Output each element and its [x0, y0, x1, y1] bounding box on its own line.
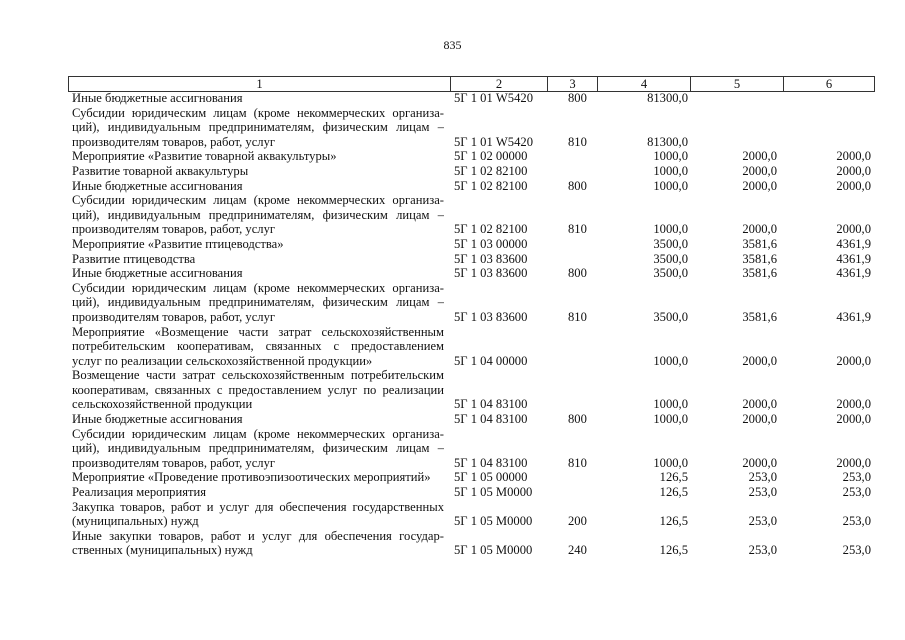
row-value-col6 [784, 135, 877, 150]
row-name [68, 252, 444, 267]
header-col-4: 4 [598, 77, 691, 91]
row-name-line: Развитие птицеводства [72, 251, 196, 266]
row-value-col4: 81300,0 [647, 91, 688, 105]
row-value-col6: 2000,0 [836, 455, 871, 470]
header-col-5: 5 [691, 77, 784, 91]
row-value-col5: 253,0 [748, 514, 777, 529]
row-name [68, 368, 444, 412]
row-value-col5: 3581,6 [742, 251, 777, 266]
row-expense-type [551, 164, 601, 179]
row-value-col5: 2000,0 [742, 149, 777, 164]
row-code: 5Г 1 02 00000 [454, 149, 528, 164]
row-code: 5Г 1 01 W5420 [454, 134, 533, 149]
row-name [68, 237, 444, 252]
row-expense-type: 810 [568, 222, 587, 237]
row-expense-type: 240 [568, 543, 587, 558]
row-value-col4: 3500,0 [653, 309, 688, 324]
row-value-col4: 3500,0 [653, 266, 688, 281]
row-name-line: Мероприятие «Развитие птицеводства» [72, 236, 284, 251]
row-value-col4: 1000,0 [653, 455, 688, 470]
row-name-line: Иные бюджетные ассигнования [72, 178, 243, 193]
row-name-line: кооперативам, связанных с предоставлением услуг по реализации [72, 382, 444, 397]
row-expense-type: 810 [568, 134, 587, 149]
row-value-col4: 1000,0 [653, 163, 688, 178]
row-value-col5: 2000,0 [742, 455, 777, 470]
row-expense-type: 810 [568, 455, 587, 470]
row-code: 5Г 1 05 М0000 [454, 485, 533, 500]
row-name-line: Закупка товаров, работ и услуг для обеспечения государственных [72, 499, 444, 514]
row-expense-type: 800 [568, 178, 587, 193]
row-name [68, 325, 444, 369]
row-name-line: производителям товаров, работ, услуг [72, 455, 276, 470]
row-value-col4: 3500,0 [653, 251, 688, 266]
row-name-line: ций), индивидуальным предпринимателям, физическим лицам – [72, 441, 444, 456]
row-name-line: производителям товаров, работ, услуг [72, 134, 276, 149]
row-value-col5: 3581,6 [742, 266, 777, 281]
row-value-col6: 2000,0 [836, 412, 871, 427]
row-name-line: потребительским кооперативам, связанных с предоставлением [72, 339, 444, 354]
row-name-line: Развитие товарной аквакультуры [72, 163, 249, 178]
row-value-col6: 2000,0 [836, 149, 871, 164]
row-name [68, 412, 444, 427]
table-row [68, 325, 877, 369]
row-expense-type: 200 [568, 514, 587, 529]
row-value-col4: 3500,0 [653, 236, 688, 251]
row-name-line: производителям товаров, работ, услуг [72, 309, 276, 324]
row-value-col5: 2000,0 [742, 397, 777, 412]
row-name [68, 485, 444, 500]
row-name-line: ций), индивидуальным предпринимателям, физическим лицам – [72, 207, 444, 222]
row-name [68, 106, 444, 150]
row-value-col4: 1000,0 [653, 412, 688, 427]
row-value-col6: 253,0 [842, 470, 871, 485]
row-name-line: Субсидии юридическим лицам (кроме некоммерческих организа- [72, 280, 444, 295]
row-value-col5: 2000,0 [742, 163, 777, 178]
row-name-line: Субсидии юридическим лицам (кроме некоммерческих организа- [72, 105, 444, 120]
row-expense-type [551, 252, 601, 267]
row-name [68, 91, 444, 106]
row-value-col5: 2000,0 [742, 178, 777, 193]
table-row [68, 252, 877, 267]
row-value-col6: 2000,0 [836, 397, 871, 412]
row-value-col6: 2000,0 [836, 222, 871, 237]
row-value-col5 [694, 135, 784, 150]
row-expense-type [551, 485, 601, 500]
row-value-col4: 1000,0 [653, 178, 688, 193]
row-name [68, 281, 444, 325]
header-col-3: 3 [548, 77, 598, 91]
row-expense-type [551, 149, 601, 164]
row-name-line: Иные закупки товаров, работ и услуг для обеспечения государ- [72, 528, 444, 543]
row-value-col4: 1000,0 [653, 397, 688, 412]
table-row [68, 193, 877, 237]
row-value-col4: 126,5 [659, 543, 688, 558]
row-code: 5Г 1 04 00000 [454, 353, 528, 368]
row-name [68, 149, 444, 164]
row-name-line: услуг по реализации сельскохозяйственной продукции» [72, 353, 373, 368]
row-name [68, 164, 444, 179]
row-name-line: сельскохозяйственной продукции [72, 397, 253, 412]
row-value-col6: 4361,9 [836, 266, 871, 281]
header-col-6: 6 [825, 77, 833, 91]
header-col-1: 1 [69, 77, 451, 91]
row-name [68, 193, 444, 237]
table-row [68, 427, 877, 471]
row-code: 5Г 1 03 83600 [454, 266, 528, 281]
table-row [68, 237, 877, 252]
row-value-col6: 253,0 [842, 485, 871, 500]
row-value-col6: 4361,9 [836, 309, 871, 324]
row-name-line: Возмещение части затрат сельскохозяйственным потребительским [72, 368, 444, 383]
row-value-col6: 2000,0 [836, 163, 871, 178]
row-value-col6: 253,0 [842, 543, 871, 558]
row-value-col5: 2000,0 [742, 222, 777, 237]
row-name [68, 427, 444, 471]
row-code: 5Г 1 02 82100 [454, 178, 528, 193]
row-expense-type: 800 [568, 266, 587, 281]
table-row [68, 529, 877, 558]
table-row [68, 500, 877, 529]
row-value-col6 [784, 91, 877, 106]
row-expense-type [551, 470, 601, 485]
row-value-col5: 3581,6 [742, 309, 777, 324]
row-expense-type [551, 237, 601, 252]
row-code: 5Г 1 03 83600 [454, 251, 528, 266]
row-name-line: ций), индивидуальным предпринимателям, физическим лицам – [72, 295, 444, 310]
table-row [68, 106, 877, 150]
page-number: 835 [443, 38, 462, 52]
row-value-col4: 1000,0 [653, 353, 688, 368]
row-code: 5Г 1 01 W5420 [454, 91, 533, 105]
table-row [68, 179, 877, 194]
row-code: 5Г 1 05 М0000 [454, 543, 533, 558]
table-row [68, 91, 877, 106]
row-name-line: Иные бюджетные ассигнования [72, 266, 243, 281]
row-expense-type: 800 [568, 412, 587, 427]
row-value-col5: 253,0 [748, 543, 777, 558]
row-expense-type [551, 397, 601, 412]
row-value-col6: 4361,9 [836, 236, 871, 251]
row-value-col5: 2000,0 [742, 412, 777, 427]
row-name [68, 266, 444, 281]
row-code: 5Г 1 03 83600 [454, 309, 528, 324]
row-name [68, 500, 444, 529]
row-value-col4: 81300,0 [647, 134, 688, 149]
row-code: 5Г 1 04 83100 [454, 412, 528, 427]
header-col-2: 2 [451, 77, 548, 91]
row-value-col4: 1000,0 [653, 149, 688, 164]
row-expense-type [551, 354, 601, 369]
row-code: 5Г 1 05 М0000 [454, 514, 533, 529]
row-value-col5: 253,0 [748, 485, 777, 500]
row-value-col5: 3581,6 [742, 236, 777, 251]
row-name-line: производителям товаров, работ, услуг [72, 222, 276, 237]
row-name-line: ций), индивидуальным предпринимателям, физическим лицам – [72, 120, 444, 135]
table-row [68, 485, 877, 500]
row-name-line: Мероприятие «Развитие товарной аквакультуры» [72, 149, 337, 164]
row-code: 5Г 1 04 83100 [454, 397, 528, 412]
table-row [68, 412, 877, 427]
row-code: 5Г 1 05 00000 [454, 470, 528, 485]
table-header [68, 76, 875, 92]
table-row [68, 266, 877, 281]
row-expense-type: 800 [568, 91, 587, 105]
row-name-line: (муниципальных) нужд [72, 514, 199, 529]
row-value-col6: 253,0 [842, 514, 871, 529]
row-value-col6: 2000,0 [836, 178, 871, 193]
row-name-line: Субсидии юридическим лицам (кроме некоммерческих организа- [72, 193, 444, 208]
row-value-col4: 126,5 [659, 485, 688, 500]
row-expense-type: 810 [568, 309, 587, 324]
row-name [68, 529, 444, 558]
row-name-line: Субсидии юридическим лицам (кроме некоммерческих организа- [72, 426, 444, 441]
row-name-line: ственных (муниципальных) нужд [72, 543, 253, 558]
row-value-col6: 4361,9 [836, 251, 871, 266]
row-value-col5: 253,0 [748, 470, 777, 485]
row-value-col6: 2000,0 [836, 353, 871, 368]
row-value-col5 [694, 91, 784, 106]
row-code: 5Г 1 03 00000 [454, 236, 528, 251]
table-row [68, 368, 877, 412]
row-code: 5Г 1 02 82100 [454, 163, 528, 178]
row-name [68, 470, 444, 485]
row-name-line: Мероприятие «Проведение противоэпизоотических мероприятий» [72, 470, 431, 485]
row-code: 5Г 1 04 83100 [454, 455, 528, 470]
table-row [68, 164, 877, 179]
row-code: 5Г 1 02 82100 [454, 222, 528, 237]
row-name-line: Иные бюджетные ассигнования [72, 91, 243, 105]
row-name-line: Мероприятие «Возмещение части затрат сельскохозяйственным [72, 324, 444, 339]
table-body [68, 91, 877, 558]
row-name-line: Реализация мероприятия [72, 485, 207, 500]
row-name-line: Иные бюджетные ассигнования [72, 412, 243, 427]
table-row [68, 281, 877, 325]
row-value-col4: 126,5 [659, 470, 688, 485]
row-name [68, 179, 444, 194]
table-row [68, 470, 877, 485]
row-value-col4: 1000,0 [653, 222, 688, 237]
table-row [68, 149, 877, 164]
row-value-col5: 2000,0 [742, 353, 777, 368]
row-value-col4: 126,5 [659, 514, 688, 529]
